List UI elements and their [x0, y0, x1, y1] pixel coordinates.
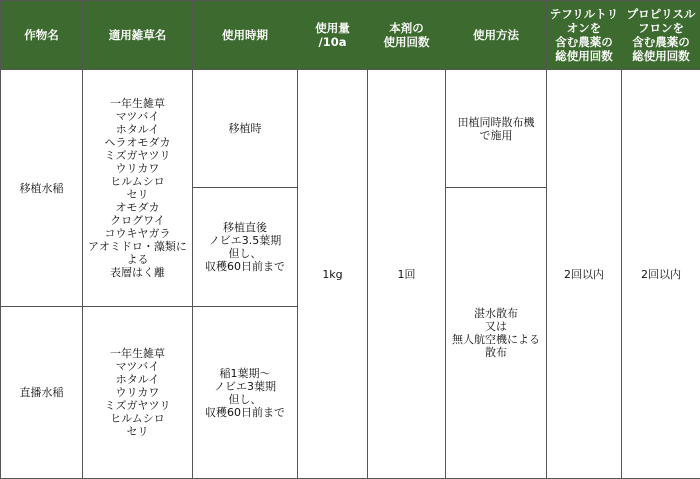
- header-tefuryltrione-total: テフリルトリ オンを 含む農薬の 総使用回数: [547, 1, 622, 70]
- header-usage-amount: 使用量 /10a: [298, 1, 368, 70]
- method-flooded-or-aerial: 湛水散布 又は 無人航空機による 散布: [446, 188, 547, 479]
- header-crop-name: 作物名: [1, 1, 83, 70]
- propyrisulfuron-total-count: 2回以内: [622, 70, 700, 479]
- usage-amount: 1kg: [298, 70, 368, 479]
- crop-direct-seeded-rice: 直播水稲: [1, 307, 83, 479]
- header-propyrisulfuron-total: プロピリスル フロンを 含む農薬の 総使用回数: [622, 1, 700, 70]
- timing-direct-seeded: 稲1葉期～ ノビエ3葉期 但し、 収穫60日前まで: [193, 307, 298, 479]
- method-simultaneous-planter: 田植同時散布機 で施用: [446, 70, 547, 188]
- timing-after-transplant: 移植直後 ノビエ3.5葉期 但し、 収穫60日前まで: [193, 188, 298, 307]
- timing-at-transplant: 移植時: [193, 70, 298, 188]
- header-weed-name: 適用雑草名: [83, 1, 193, 70]
- header-usage-count: 本剤の 使用回数: [368, 1, 446, 70]
- weeds-transplanted-rice: 一年生雑草 マツバイ ホタルイ ヘラオモダカ ミズガヤツリ ウリカワ ヒルムシロ セリ オモダカ クログワイ コウキヤガラ アオミドロ・藻類による 表層はく離: [83, 70, 193, 307]
- tefuryltrione-total-count: 2回以内: [547, 70, 622, 479]
- header-usage-timing: 使用時期: [193, 1, 298, 70]
- table-row: [1, 70, 700, 188]
- header-usage-method: 使用方法: [446, 1, 547, 70]
- weeds-direct-seeded-rice: 一年生雑草 マツバイ ホタルイ ウリカワ ミズガヤツリ ヒルムシロ セリ: [83, 307, 193, 479]
- usage-count: 1回: [368, 70, 446, 479]
- crop-transplanted-rice: 移植水稲: [1, 70, 83, 307]
- table-header-row: [1, 1, 700, 70]
